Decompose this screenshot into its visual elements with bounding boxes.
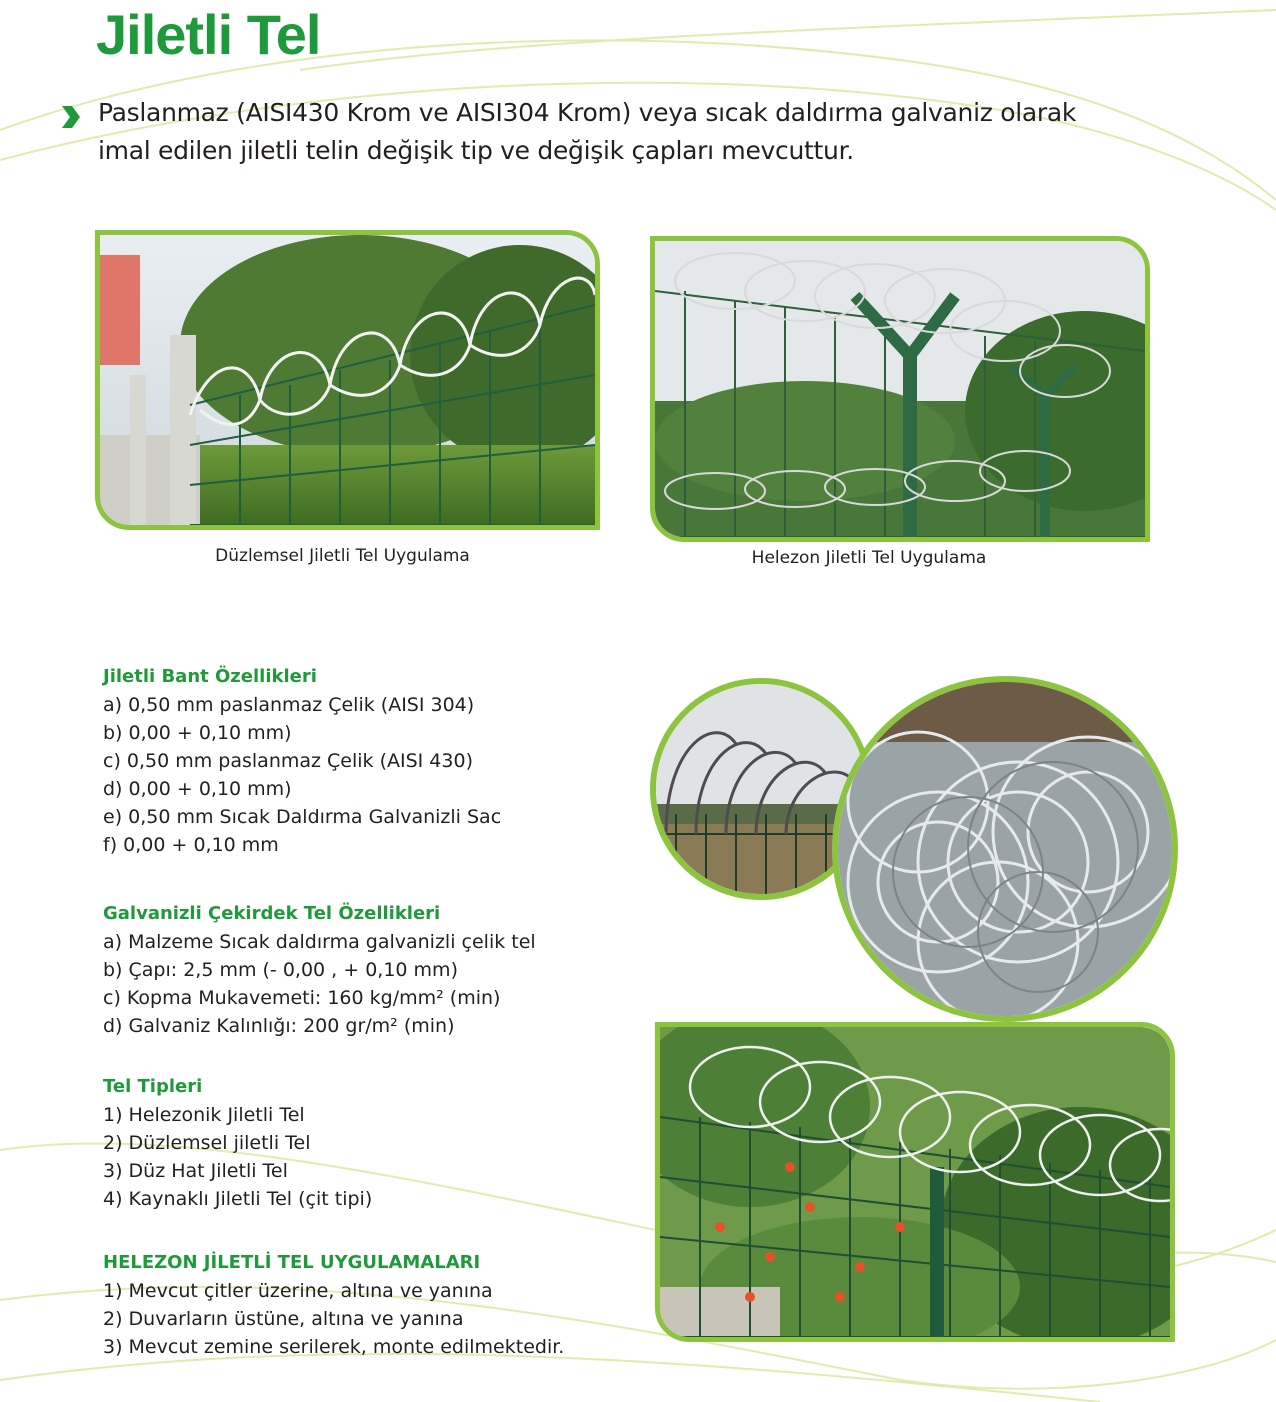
intro-text: Paslanmaz (AISI430 Krom ve AISI304 Krom) veya sıcak daldırma galvaniz olarak imal edilen jiletli telin değişik tip ve değişik çapları mevcuttur. bbox=[98, 98, 1077, 165]
list-item: 2) Duvarların üstüne, altına ve yanına bbox=[103, 1308, 464, 1330]
razor-band-specs-section bbox=[103, 666, 501, 859]
planar-photo-caption: Düzlemsel Jiletli Tel Uygulama bbox=[215, 546, 470, 566]
list-item: b) Çapı: 2,5 mm (- 0,00 , + 0,10 mm) bbox=[103, 959, 458, 981]
list-item: d) Galvaniz Kalınlığı: 200 gr/m² (min) bbox=[103, 1015, 455, 1037]
section-heading: Jiletli Bant Özellikleri bbox=[103, 666, 317, 687]
helical-applications-section bbox=[103, 1252, 564, 1361]
list-item: 3) Mevcut zemine serilerek, monte edilmektedir. bbox=[103, 1336, 565, 1358]
list-item: 1) Helezonik Jiletli Tel bbox=[103, 1104, 305, 1126]
list-item: 4) Kaynaklı Jiletli Tel (çit tipi) bbox=[103, 1188, 373, 1210]
chevron-right-icon bbox=[60, 104, 82, 130]
helical-razor-wire-photo bbox=[650, 236, 1150, 542]
section-heading: HELEZON JİLETLİ TEL UYGULAMALARI bbox=[103, 1252, 481, 1273]
list-item: a) 0,50 mm paslanmaz Çelik (AISI 304) bbox=[103, 694, 475, 716]
list-item: a) Malzeme Sıcak daldırma galvanizli çelik tel bbox=[103, 931, 536, 953]
list-item: c) 0,50 mm paslanmaz Çelik (AISI 430) bbox=[103, 750, 473, 772]
list-item: 1) Mevcut çitler üzerine, altına ve yanına bbox=[103, 1280, 493, 1302]
helical-photo-caption: Helezon Jiletli Tel Uygulama bbox=[751, 548, 987, 568]
section-heading: Galvanizli Çekirdek Tel Özellikleri bbox=[103, 903, 441, 924]
helical-fence-application-photo bbox=[655, 1022, 1175, 1342]
core-wire-specs-section bbox=[103, 903, 536, 1040]
list-item: 3) Düz Hat Jiletli Tel bbox=[103, 1160, 288, 1182]
list-item: c) Kopma Mukavemeti: 160 kg/mm² (min) bbox=[103, 987, 501, 1009]
list-item: f) 0,00 + 0,10 mm bbox=[103, 834, 279, 856]
list-item: d) 0,00 + 0,10 mm) bbox=[103, 778, 292, 800]
planar-razor-wire-photo bbox=[95, 230, 600, 530]
list-item: e) 0,50 mm Sıcak Daldırma Galvanizli Sac bbox=[103, 806, 502, 828]
razor-wire-coil-closeup-photo bbox=[832, 676, 1178, 1022]
page-title: Jiletli Tel bbox=[96, 3, 321, 66]
list-item: b) 0,00 + 0,10 mm) bbox=[103, 722, 292, 744]
section-heading: Tel Tipleri bbox=[103, 1076, 203, 1097]
wire-types-section bbox=[103, 1076, 372, 1213]
list-item: 2) Düzlemsel jiletli Tel bbox=[103, 1132, 311, 1154]
